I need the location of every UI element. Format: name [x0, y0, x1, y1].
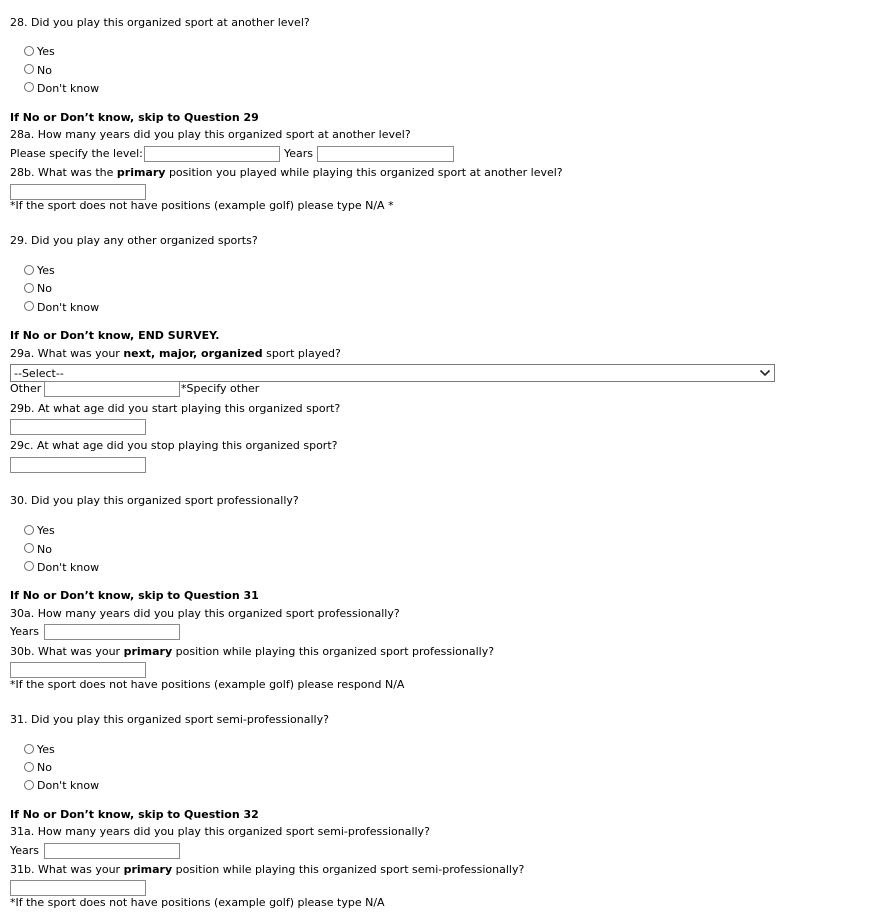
q28b-question: 28b. What was the primary position you played while playing this organized sport at another level?: [10, 166, 563, 179]
q31-skip-instruction: If No or Don’t know, skip to Question 32: [10, 808, 259, 821]
q30-radio-dont-know[interactable]: [24, 561, 34, 571]
q30-label-dont-know: Don't know: [37, 561, 100, 574]
q31b-position-input[interactable]: [10, 880, 146, 896]
q29a-question: 29a. What was your next, major, organized sport played?: [10, 347, 341, 360]
q30a-question: 30a. How many years did you play this organized sport professionally?: [10, 607, 400, 620]
q28-question: 28. Did you play this organized sport at another level?: [10, 16, 310, 29]
q28a-years-label: Years: [284, 147, 314, 160]
q29-label-yes: Yes: [37, 264, 55, 277]
q31a-years-label: Years: [10, 844, 40, 857]
q29b-question: 29b. At what age did you start playing this organized sport?: [10, 402, 341, 415]
q28-radio-dont-know[interactable]: [24, 82, 34, 92]
q29-question: 29. Did you play any other organized sports?: [10, 234, 258, 247]
q31-radio-no[interactable]: [24, 762, 34, 772]
q30a-years-label: Years: [10, 625, 40, 638]
q28-radio-no[interactable]: [24, 64, 34, 74]
chevron-down-icon: [759, 367, 771, 382]
q28a-level-label: Please specify the level:: [10, 147, 143, 160]
q31-radio-yes[interactable]: [24, 744, 34, 754]
q29a-sport-select-value: --Select--: [14, 367, 64, 380]
q30b-question: 30b. What was your primary position while playing this organized sport professionally?: [10, 645, 495, 658]
q28a-level-input[interactable]: [144, 146, 280, 162]
q31a-question: 31a. How many years did you play this organized sport semi-professionally?: [10, 825, 430, 838]
q30-radio-no[interactable]: [24, 543, 34, 553]
q30-label-no: No: [37, 543, 52, 556]
q29a-other-label: Other: [10, 382, 42, 395]
q31b-note: *If the sport does not have positions (example golf) please type N/A: [10, 896, 385, 909]
q29a-specify-other-label: *Specify other: [181, 382, 260, 395]
q31-radio-dont-know[interactable]: [24, 780, 34, 790]
q28b-position-input[interactable]: [10, 184, 146, 200]
q29-radio-yes[interactable]: [24, 265, 34, 275]
q28-label-yes: Yes: [37, 45, 55, 58]
q29-label-no: No: [37, 282, 52, 295]
q29c-stop-age-input[interactable]: [10, 457, 146, 473]
q28-label-dont-know: Don't know: [37, 82, 100, 95]
q29c-question: 29c. At what age did you stop playing this organized sport?: [10, 439, 338, 452]
q28-label-no: No: [37, 64, 52, 77]
q29-radio-dont-know[interactable]: [24, 301, 34, 311]
q28b-note: *If the sport does not have positions (example golf) please type N/A *: [10, 199, 394, 212]
q28-skip-instruction: If No or Don’t know, skip to Question 29: [10, 111, 259, 124]
q29-skip-instruction: If No or Don’t know, END SURVEY.: [10, 329, 220, 342]
q30-label-yes: Yes: [37, 524, 55, 537]
q31-question: 31. Did you play this organized sport semi-professionally?: [10, 713, 329, 726]
q31a-years-input[interactable]: [44, 843, 180, 859]
q29a-sport-select[interactable]: [10, 364, 775, 382]
q29-label-dont-know: Don't know: [37, 301, 100, 314]
q31-label-no: No: [37, 761, 52, 774]
q29a-other-input[interactable]: [44, 381, 180, 397]
q29-radio-no[interactable]: [24, 283, 34, 293]
q28a-question: 28a. How many years did you play this organized sport at another level?: [10, 128, 411, 141]
q30b-position-input[interactable]: [10, 662, 146, 678]
q30a-years-input[interactable]: [44, 624, 180, 640]
q30-radio-yes[interactable]: [24, 525, 34, 535]
q28a-years-input[interactable]: [317, 146, 454, 162]
q31-label-dont-know: Don't know: [37, 779, 100, 792]
q30-question: 30. Did you play this organized sport professionally?: [10, 494, 299, 507]
q30b-note: *If the sport does not have positions (example golf) please respond N/A: [10, 678, 405, 691]
q31-label-yes: Yes: [37, 743, 55, 756]
q31b-question: 31b. What was your primary position while playing this organized sport semi-professionally?: [10, 863, 525, 876]
q30-skip-instruction: If No or Don’t know, skip to Question 31: [10, 589, 259, 602]
q28-radio-yes[interactable]: [24, 46, 34, 56]
q29b-start-age-input[interactable]: [10, 419, 146, 435]
